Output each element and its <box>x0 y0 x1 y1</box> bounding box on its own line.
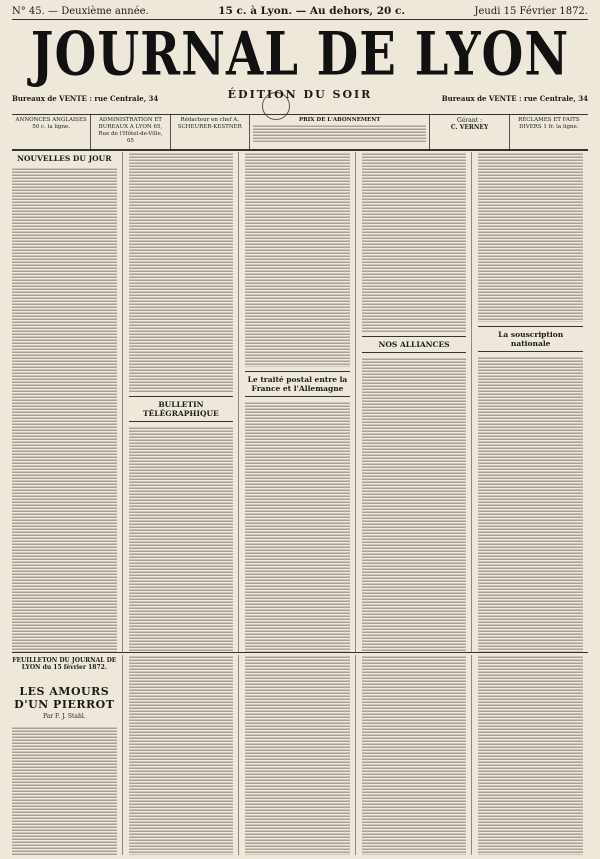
column-1 <box>12 152 123 652</box>
feuilleton-column-2 <box>129 655 240 855</box>
column-4 <box>362 152 473 652</box>
story-title: LES AMOURS D'UN PIERROT <box>14 685 115 711</box>
annonces-box: ANNONCES ANGLAISES 50 c. la ligne. <box>12 115 91 149</box>
gerant-box <box>430 115 509 149</box>
gerant-name: C. VERNEY <box>450 124 489 131</box>
column-text <box>245 152 350 367</box>
feuilleton-column-4 <box>362 655 473 855</box>
heading-bulletin: BULLETIN TÉLÉGRAPHIQUE <box>129 396 234 422</box>
column-text <box>478 655 583 855</box>
column-3 <box>245 152 356 652</box>
column-2 <box>129 152 240 652</box>
heading-traite: Le traité postal entre la France et l'Allemagne <box>245 371 350 397</box>
column-text <box>478 152 583 322</box>
column-text <box>12 726 117 855</box>
edition-label: ÉDITION DU SOIR <box>227 88 373 101</box>
issue-number: N° 45. — Deuxième année. <box>12 5 149 17</box>
gerant-label: Gérant : <box>457 117 483 124</box>
masthead <box>0 19 600 90</box>
abonnement-box <box>250 115 431 149</box>
price: 15 c. à Lyon. — Au dehors, 20 c. <box>218 5 406 17</box>
feuilleton-columns <box>12 655 588 855</box>
column-text <box>362 655 467 855</box>
column-text <box>129 152 234 392</box>
feuilleton-label: FEUILLETON DU JOURNAL DE LYON du 15 février 1872. <box>12 657 117 671</box>
feuilleton-column-3 <box>245 655 356 855</box>
bureau-left: Bureaux de VENTE : rue Centrale, 34 <box>12 94 159 103</box>
abonnement-title: PRIX DE L'ABONNEMENT <box>298 117 381 123</box>
column-text <box>12 167 117 652</box>
reclames-box: RÉCLAMES ET FAITS DIVERS 1 fr. la ligne. <box>518 117 580 130</box>
column-text <box>245 655 350 855</box>
story-author: Par F. J. Stahl. <box>42 713 86 720</box>
main-columns <box>12 152 588 652</box>
heading-alliances: NOS ALLIANCES <box>362 336 467 353</box>
column-text <box>129 655 234 855</box>
column-text <box>478 356 583 652</box>
column-text <box>362 357 467 652</box>
column-text <box>245 401 350 652</box>
feuilleton-column-1 <box>12 655 123 855</box>
column-5 <box>478 152 588 652</box>
feuilleton-divider <box>12 652 588 653</box>
newspaper-title: JOURNAL DE LYON <box>30 19 570 90</box>
feuilleton-column-5 <box>478 655 588 855</box>
column-text <box>129 426 234 652</box>
heading-nouvelles: NOUVELLES DU JOUR <box>17 154 112 163</box>
info-row <box>12 114 588 151</box>
column-text <box>362 152 467 332</box>
bureau-right: Bureaux de VENTE : rue Centrale, 34 <box>441 94 588 103</box>
admin-box: ADMINISTRATION ET BUREAUX A LYON 65, Rue de l'Hôtel-de-Ville, 65 <box>91 115 170 149</box>
redacteur-box: Rédacteur en chef A. SCHEURER-KESTNER <box>171 115 250 149</box>
heading-souscription: La souscription nationale <box>478 326 583 352</box>
abonnement-table <box>253 124 427 142</box>
top-line <box>12 3 588 20</box>
issue-date: Jeudi 15 Février 1872. <box>474 5 588 17</box>
